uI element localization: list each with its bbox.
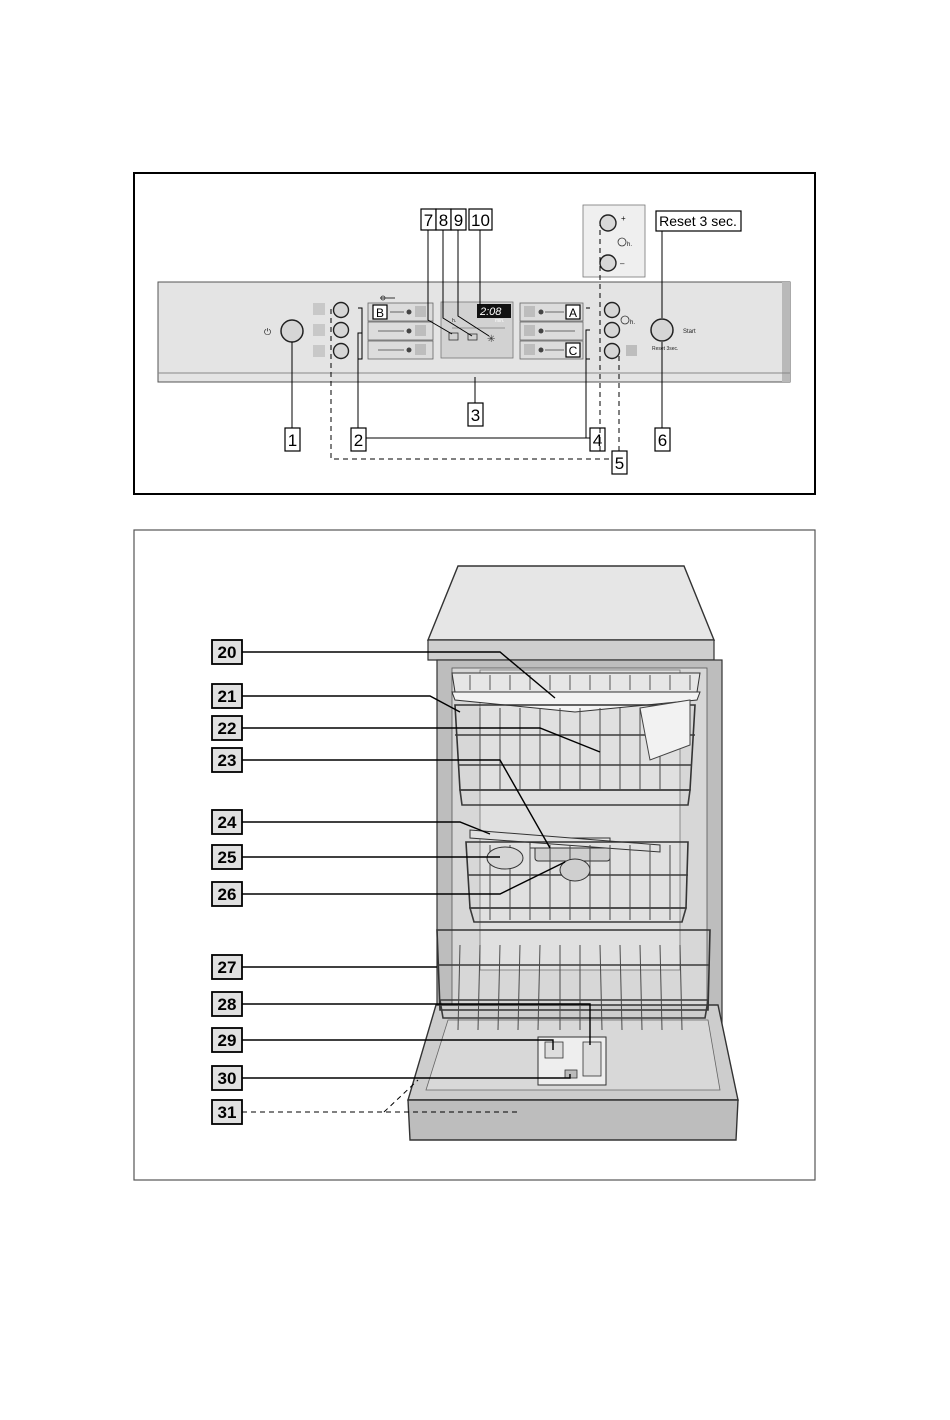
power-icon: ⏻ <box>264 327 272 337</box>
option-button-2[interactable] <box>334 323 349 338</box>
programme-led <box>539 329 544 334</box>
callout-20: 20 <box>217 643 237 662</box>
programme-key-a-label: A <box>568 306 578 320</box>
callout-23: 23 <box>217 751 237 770</box>
callout-30: 30 <box>217 1069 237 1088</box>
timer-button-2[interactable] <box>605 323 620 338</box>
display-value: 2:08 <box>480 306 502 318</box>
label-7: 7 <box>423 211 434 230</box>
timer-minus-symbol: – <box>620 259 625 268</box>
label-4: 4 <box>592 431 603 450</box>
timer-plus-symbol: + <box>621 214 626 223</box>
option-button-3[interactable] <box>334 344 349 359</box>
label-5: 5 <box>614 454 625 473</box>
callout-25: 25 <box>217 848 237 867</box>
reset-label: Reset 3 sec. <box>659 213 737 229</box>
label-2: 2 <box>353 431 364 450</box>
label-3: 3 <box>470 406 481 425</box>
display-unit: min. <box>495 318 505 324</box>
programme-key-b-label: B <box>375 306 385 320</box>
filter-cup <box>487 847 523 869</box>
callout-21: 21 <box>217 687 237 706</box>
indicator-square <box>313 345 325 357</box>
display-h: h. <box>452 318 457 324</box>
power-button[interactable] <box>281 320 303 342</box>
callout-26: 26 <box>217 885 237 904</box>
programme-led <box>407 310 412 315</box>
programme-led <box>539 310 544 315</box>
indicator-square <box>313 303 325 315</box>
programme-led <box>539 348 544 353</box>
worktop <box>428 566 714 640</box>
callout-31: 31 <box>217 1103 237 1122</box>
programme-led <box>407 329 412 334</box>
start-label: Start <box>683 329 696 335</box>
timer-h-label: h. <box>627 242 633 248</box>
programme-key-c-label: C <box>568 344 578 358</box>
option-button-1[interactable] <box>334 303 349 318</box>
callout-29: 29 <box>217 1031 237 1050</box>
cutlery-drawer <box>452 673 700 692</box>
timer-button-3[interactable] <box>605 344 620 359</box>
callout-28: 28 <box>217 995 237 1014</box>
timer-minus-button[interactable] <box>600 255 616 271</box>
label-1: 1 <box>287 431 298 450</box>
label-8: 8 <box>438 211 449 230</box>
label-6: 6 <box>657 431 668 450</box>
timer-button-1[interactable] <box>605 303 620 318</box>
programme-led <box>407 348 412 353</box>
timer-plus-button[interactable] <box>600 215 616 231</box>
sparkle-icon: ✳ <box>487 334 496 345</box>
reset-text-on-panel: Reset 3sec. <box>652 346 679 352</box>
indicator-square <box>313 324 325 336</box>
label-9: 9 <box>453 211 464 230</box>
label-10: 10 <box>471 211 490 230</box>
callout-24: 24 <box>217 813 237 832</box>
callout-22: 22 <box>217 719 237 738</box>
panel-h-label: h. <box>630 320 636 326</box>
callout-27: 27 <box>217 958 237 977</box>
start-button[interactable] <box>651 319 673 341</box>
